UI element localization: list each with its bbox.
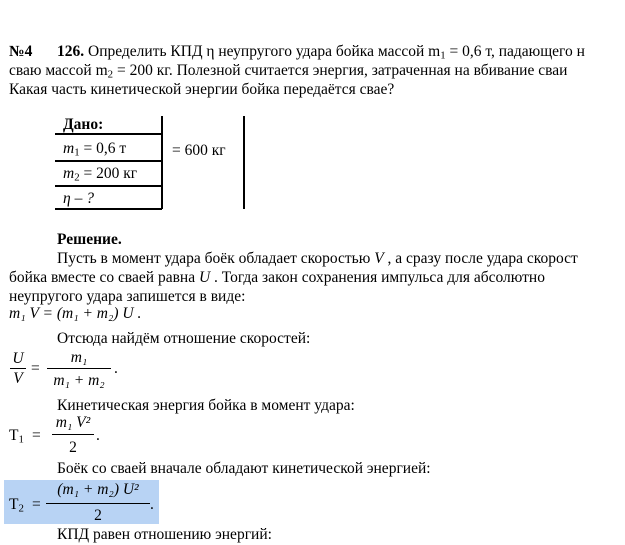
solution-p1-line3: неупругого удара запишется в виде: <box>9 288 246 305</box>
given-rule-2 <box>55 160 162 162</box>
eq4-sub: 2 <box>18 502 24 515</box>
m2-sub: 2 <box>74 171 80 184</box>
p1-text-a: Пусть в момент удара боёк обладает скоростью <box>57 250 375 267</box>
m2-symbol: m <box>63 165 75 182</box>
problem-line-3: Какая часть кинетической энергии бойка передаётся свае? <box>9 81 395 98</box>
eq3-bar <box>52 434 94 435</box>
given-divider <box>161 116 163 209</box>
eq4-lhs <box>9 497 24 513</box>
given-m1 <box>63 141 126 157</box>
given-rule-1 <box>55 133 162 135</box>
problem-sub-2: 2 <box>107 68 114 81</box>
problem-text-1-tail: = 0,6 т, падающего н <box>445 43 585 60</box>
m1-value: = 0,6 т <box>79 140 127 157</box>
problem-text-2b: = 200 кг. Полезной считается энергия, затраченная на вбивание сваи <box>113 62 568 79</box>
eq3-den: 2 <box>69 439 77 456</box>
given-header: Дано: <box>63 116 104 133</box>
solution-p1-line2 <box>9 270 545 286</box>
problem-label: №4 <box>9 43 33 60</box>
eq4-period: . <box>150 496 154 513</box>
eq3-lhs <box>9 428 24 444</box>
given-find: η – ? <box>63 190 94 207</box>
solution-p5: КПД равен отношению энергий: <box>57 526 272 543</box>
eq4-equals: = <box>32 496 41 513</box>
problem-text-2a: сваю массой m <box>9 62 108 79</box>
eq3-T: T <box>9 427 19 444</box>
eq3-sub: 1 <box>18 433 24 446</box>
eq4-T: T <box>9 496 19 513</box>
eq2-equals: = <box>31 360 40 377</box>
solution-p1-line1 <box>57 251 578 267</box>
eq3-equals: = <box>32 427 41 444</box>
problem-line-2 <box>9 63 567 79</box>
solution-header: Решение. <box>57 231 122 248</box>
p1-text-b: , а сразу после удара скорост <box>383 250 578 267</box>
given-rule-3 <box>55 185 162 187</box>
p1-text-c: бойка вместе со сваей равна <box>9 269 199 286</box>
eq2-period: . <box>114 360 118 377</box>
eq2-lhs-num: U <box>12 350 24 367</box>
solution-p3: Кинетическая энергия бойка в момент удара: <box>57 397 355 414</box>
given-m2 <box>63 166 137 182</box>
problem-number: 126. <box>57 43 85 60</box>
eq3-period: . <box>96 427 100 444</box>
equation-momentum: m₁ V = (m₁ + m₂) U . <box>9 305 142 322</box>
eq4-num: (m₁ + m₂) U² <box>57 481 139 498</box>
p1-U: U <box>198 269 211 286</box>
eq2-lhs-bar <box>10 368 26 369</box>
eq2-den: m₁ + m₂ <box>53 372 105 389</box>
problem-line-1 <box>57 44 585 60</box>
eq3-num: m₁ V² <box>55 414 91 431</box>
p1-text-d: . Тогда закон сохранения импульса для абсолютно <box>210 269 545 286</box>
eq4-den: 2 <box>94 507 102 524</box>
p1-V: V <box>374 250 384 267</box>
given-conversion: = 600 кг <box>172 142 226 159</box>
eq2-bar <box>47 368 111 369</box>
m2-value: = 200 кг <box>79 165 138 182</box>
given-rule-4 <box>55 208 162 210</box>
eq2-num: m₁ <box>70 349 88 366</box>
problem-sub-1: 1 <box>440 49 446 62</box>
m1-symbol: m <box>63 140 75 157</box>
problem-text-1: Определить КПД η неупругого удара бойка массой m <box>88 43 441 60</box>
m1-sub: 1 <box>74 146 80 159</box>
eq2-lhs-den: V <box>13 370 23 387</box>
eq4-bar <box>46 503 150 504</box>
solution-p2: Отсюда найдём отношение скоростей: <box>57 330 311 347</box>
given-right-border <box>243 116 245 209</box>
solution-p4: Боёк со сваей вначале обладают кинетической энергией: <box>57 460 431 477</box>
